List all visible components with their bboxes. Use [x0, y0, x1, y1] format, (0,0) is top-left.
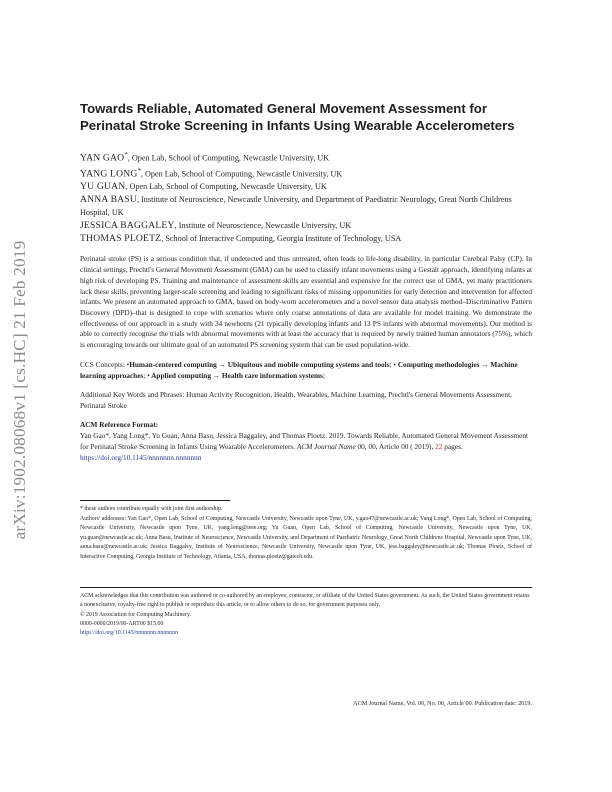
author-entry [80, 165, 532, 181]
footnotes [80, 505, 532, 562]
footnote-rule [80, 500, 230, 501]
arxiv-identifier: arXiv:1902.08068v1 [cs.HC] 21 Feb 2019 [10, 240, 29, 540]
reference-text: pages. [442, 441, 463, 451]
author-affiliation: , Open Lab, School of Computing, Newcastle University, UK [140, 169, 343, 179]
reference-text: Yan Gao*, Yang Long*, Yu Guan, Anna Basu, Jessica Baggaley, and Thomas Ploetz. 2019. Towards Reliable, Automated General Movement Assessment for Perinatal Stroke Screening in Infants Using Wearable Accelerometers. [80, 430, 529, 451]
title-line: Towards Reliable, Automated General Movement Assessment for [80, 101, 487, 116]
ccs-concepts [80, 359, 532, 381]
author-name: YANG LONG [80, 168, 138, 180]
author-name: YAN GAO [80, 152, 125, 164]
author-entry [80, 193, 532, 219]
ccs-label: CCS Concepts: • [80, 359, 130, 369]
page-count-link[interactable]: 22 [435, 441, 443, 451]
author-entry [80, 232, 532, 245]
ccs-concept: Human-centered computing → Ubiquitous and mobile computing systems and tools [129, 359, 390, 369]
copyright-rule [80, 587, 532, 588]
author-affiliation: , Open Lab, School of Computing, Newcastle University, UK [125, 182, 327, 192]
author-name: YU GUAN [80, 181, 126, 193]
author-affiliation: , Institute of Neuroscience, Newcastle University, and Department of Paediatric Neurology, Great North Childrens Hospital, UK [80, 195, 512, 218]
author-name: JESSICA BAGGALEY [80, 220, 175, 232]
author-entry [80, 149, 532, 165]
title-line: Perinatal Stroke Screening in Infants Using Wearable Accelerometers [80, 118, 515, 133]
paper-first-page [80, 100, 532, 463]
paper-title [80, 100, 532, 134]
copyright-block [80, 592, 532, 638]
author-entry [80, 219, 532, 232]
ccs-separator: ; [322, 370, 325, 380]
ccs-concept: Computing methodologies → Machine learning approaches [80, 359, 518, 380]
government-notice: ACM acknowledges that this contribution was authored or co-authored by an employee, contractor, or affiliate of the United States government. As such, the United States government retains a nonexclusive, royalty-free right to publish or reproduce this article, or to allow others to do so, for government purposes only. [80, 593, 530, 609]
footnote-equal-contribution: * these authors contribute equally with joint first authorship. [80, 506, 223, 512]
copyright-line: © 2019 Association for Computing Machinery. [80, 611, 192, 618]
author-name: ANNA BASU [80, 194, 137, 206]
author-affiliation: , School of Interactive Computing, Georgia Institute of Technology, USA [161, 234, 402, 244]
author-name: THOMAS PLOETZ [80, 233, 162, 245]
arxiv-identifier-sidebar [7, 215, 33, 565]
author-affiliation: , Open Lab, School of Computing, Newcastle University, UK [127, 153, 330, 163]
ccs-separator: ; • [389, 359, 396, 369]
journal-name: ACM Journal Name [296, 441, 356, 451]
equal-contribution-mark: * [124, 152, 128, 159]
article-code: 0000-0000/2019/00-ART00 $15.00 [80, 620, 164, 627]
page-footer: ACM Journal Name, Vol. 00, No. 00, Article 00. Publication date: 2019. [353, 700, 532, 707]
doi-link[interactable]: https://doi.org/10.1145/nnnnnnn.nnnnnnn [80, 452, 202, 462]
footnote-addresses: Authors' addresses: Yan Gao*, Open Lab, School of Computing, Newcastle University, Newcastle upon Tyne, UK, y.gao47@newcastle.ac.uk; Yang Long*, Open Lab, School of Computing, Newcastle University, Newcastle upon Tyne, UK, yang.long@ieee.org; Yu Guan, Open Lab, School of Computing, Newcastle University, Newcastle upon Tyne, UK, yu.guan@newcastle.ac.uk; Anna Basu, Institute of Neuroscience, Newcastle University, and Department of Paediatric Neurology, Great North Childrens Hospital, Newcastle upon Tyne, UK, anna.basu@newcastle.ac.uk; Jessica Baggaley, Institute of Neuroscience, Newcastle University, Newcastle upon Tyne, UK, jess.baggaley@newcastle.ac.uk; Thomas Ploetz, School of Interactive Computing, Georgia Institute of Technology, Atlanta, USA, thomas.ploetz@gatech.edu. [80, 515, 532, 560]
ccs-separator: ; • [143, 370, 150, 380]
author-affiliation: , Institute of Neuroscience, Newcastle University, UK [174, 221, 352, 231]
author-entry [80, 180, 532, 193]
acm-reference [80, 430, 532, 463]
reference-text: 00, 00, Article 00 ( 2019), [355, 441, 436, 451]
author-list [80, 149, 532, 245]
doi-link[interactable]: https://doi.org/10.1145/nnnnnnn.nnnnnnn [80, 630, 179, 637]
abstract: Perinatal stroke (PS) is a serious condition that, if undetected and thus untreated, often leads to life-long disability, in particular Cerebral Palsy (CP). In clinical settings, Prechtl's General Movement Assessment (GMA) can be used to classify infant movements using a Gestalt approach, identifying infants at high risk of developing PS. Training and maintenance of assessment skills are essential and expensive for the correct use of GMA, yet many practitioners lack these skills, preventing larger-scale screening and leading to significant risks of missing opportunities for early detection and intervention for affected infants. We present an automated approach to GMA, based on body-worn accelerometers and a novel sensor data analysis method–Discriminative Pattern Discovery (DPD)–that is designed to cope with scenarios where only coarse annotations of data are available for model training. We demonstrate the effectiveness of our approach in a study with 34 newborns (21 typically developing infants and 13 PS infants with abnormal movements). Our method is able to correctly recognise the trials with abnormal movements with at least the accuracy that is required by newly trained human annotators (75%), which is encouraging towards our ultimate goal of an automated PS screening system that can be used population-wide. [80, 254, 532, 350]
equal-contribution-mark: * [137, 167, 141, 175]
acm-reference-heading: ACM Reference Format: [80, 419, 159, 429]
additional-keywords: Additional Key Words and Phrases: Human Activity Recognition, Health, Wearables, Machine Learning, Prechtl's General Movements Assessment, Perinatal Stroke [80, 389, 512, 410]
ccs-concept: Applied computing → Health care information systems [149, 370, 323, 380]
